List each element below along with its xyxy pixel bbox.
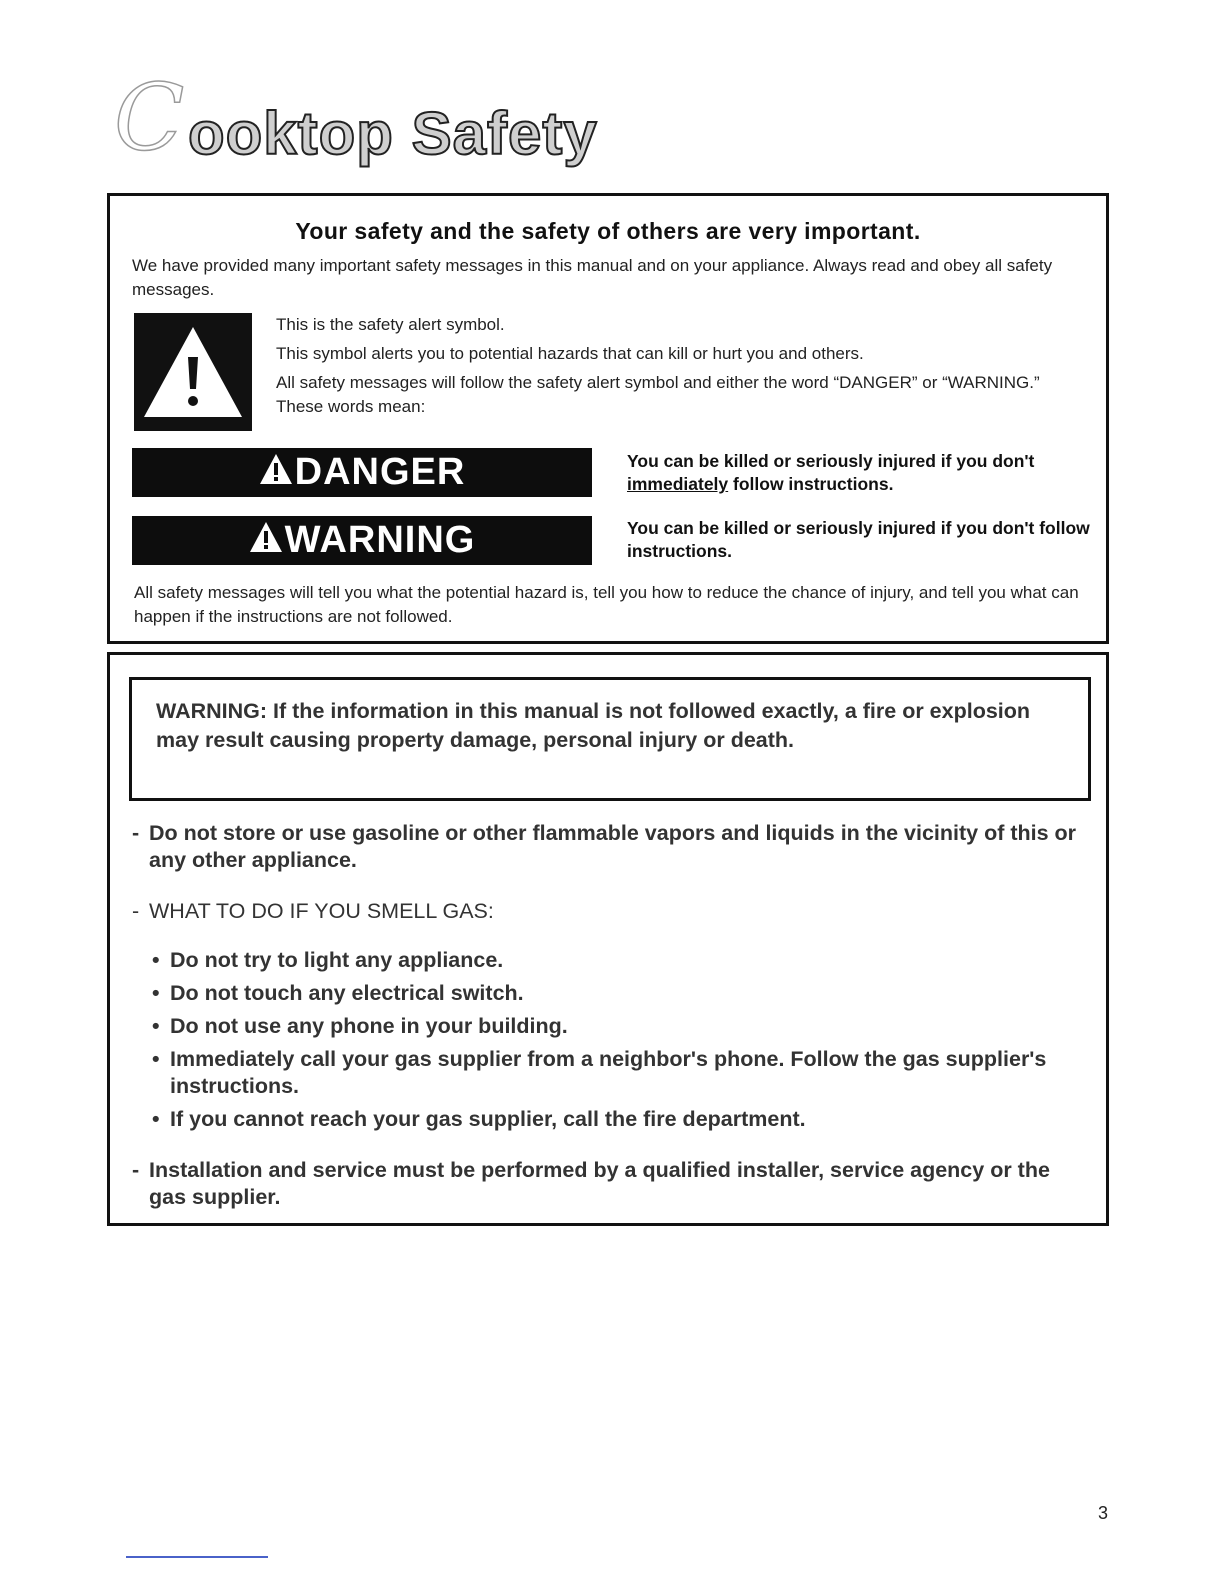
- gas-item-3: - Installation and service must be performed by a qualified installer, service agency or the gas supplier.: [132, 1158, 1050, 1209]
- danger-banner: [132, 448, 592, 497]
- warning-label: WARNING: [284, 519, 476, 561]
- safety-message-box: [107, 193, 1109, 644]
- page-number: 3: [1098, 1503, 1109, 1523]
- gas-item-2: - WHAT TO DO IF YOU SMELL GAS:: [132, 899, 494, 923]
- gas-bullet-4: • Immediately call your gas supplier from a neighbor's phone. Follow the gas supplier's instructions.: [152, 1047, 1047, 1098]
- danger-text-post: follow instructions.: [728, 474, 894, 494]
- title-initial: C: [114, 64, 185, 171]
- symbol-line-3: All safety messages will follow the safety alert symbol and either the word “DANGER” or “WARNING.” These words mean:: [276, 373, 1040, 416]
- warning-description: You can be killed or seriously injured if you don't follow instructions.: [627, 518, 1090, 561]
- symbol-line-2: This symbol alerts you to potential hazards that can kill or hurt you and others.: [276, 344, 864, 363]
- safety-alert-icon: [134, 313, 252, 431]
- safety-intro: We have provided many important safety messages in this manual and on your appliance. Always read and obey all safety messages.: [132, 256, 1053, 299]
- title-text: ooktop Safety: [188, 100, 598, 167]
- warning-banner: [132, 516, 592, 565]
- symbol-explanation: [276, 313, 1076, 424]
- safety-closing: All safety messages will tell you what the potential hazard is, tell you how to reduce the chance of injury, and tell you what can happen if the instructions are not followed.: [134, 583, 1079, 626]
- gas-warning-text: WARNING: If the information in this manual is not followed exactly, a fire or explosion may result causing property damage, personal injury or death.: [156, 699, 1031, 752]
- gas-bullet-3: • Do not use any phone in your building.: [152, 1014, 568, 1038]
- safety-heading: Your safety and the safety of others are very important.: [295, 218, 921, 244]
- gas-bullet-1: • Do not try to light any appliance.: [152, 948, 504, 972]
- page-title: [108, 64, 708, 174]
- gas-bullet-2: • Do not touch any electrical switch.: [152, 981, 524, 1005]
- footer-rule: [126, 1556, 268, 1558]
- alert-triangle-icon: [259, 449, 293, 498]
- gas-warning-box: [107, 652, 1109, 1226]
- danger-description: [627, 450, 1097, 496]
- danger-text-emphasis: immediately: [627, 474, 729, 494]
- gas-bullet-5: • If you cannot reach your gas supplier, call the fire department.: [152, 1107, 806, 1131]
- danger-label: DANGER: [294, 451, 466, 493]
- alert-triangle-icon: [249, 517, 283, 566]
- danger-text-pre: You can be killed or seriously injured if you don't: [627, 451, 1035, 471]
- gas-warning-callout: [129, 677, 1091, 801]
- symbol-line-1: This is the safety alert symbol.: [276, 315, 505, 334]
- gas-item-1: - Do not store or use gasoline or other flammable vapors and liquids in the vicinity of this or any other appliance.: [132, 821, 1077, 872]
